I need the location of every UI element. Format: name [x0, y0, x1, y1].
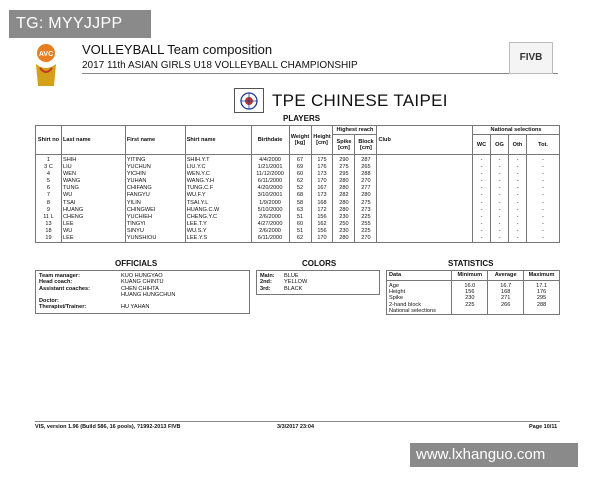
- stat-label: 2-hand block: [387, 302, 452, 308]
- player-club: [377, 177, 473, 184]
- player-first-name: YICHIN: [125, 170, 185, 177]
- player-oth: -: [509, 221, 527, 228]
- player-block: 288: [355, 170, 377, 177]
- stat-max: [524, 308, 560, 315]
- player-role-mark: L: [50, 213, 54, 220]
- player-birthdate: 4/27/2000: [251, 221, 289, 228]
- player-birthdate: 6/11/2000: [251, 235, 289, 242]
- player-spike: 280: [333, 235, 355, 242]
- player-wc: -: [473, 192, 491, 199]
- player-oth: -: [509, 206, 527, 213]
- player-block: 275: [355, 199, 377, 206]
- player-tot: -: [526, 170, 559, 177]
- stat-max: 288: [524, 302, 560, 308]
- player-tot: -: [526, 221, 559, 228]
- shirt-number: 18: [45, 228, 52, 235]
- stat-row: [387, 281, 560, 290]
- official-role: Team manager:: [39, 273, 80, 279]
- shirt-number: 13: [45, 221, 52, 228]
- player-shirt-name: LEE.T.Y: [185, 221, 251, 228]
- player-weight: 62: [289, 177, 311, 184]
- player-spike: 280: [333, 185, 355, 192]
- watermark: www.lxhanguo.com: [410, 443, 578, 467]
- player-og: -: [491, 177, 509, 184]
- shirt-number: 7: [46, 192, 51, 199]
- col-og: OG: [491, 135, 509, 155]
- player-weight: 68: [289, 192, 311, 199]
- player-spike: 280: [333, 199, 355, 206]
- statistics-section-title: STATISTICS: [448, 259, 494, 268]
- stat-max: 295: [524, 295, 560, 301]
- overlay-tag: TG: MYYJJPP: [9, 10, 151, 38]
- col-weight: Weight [kg]: [289, 126, 311, 155]
- player-club: [377, 155, 473, 164]
- player-oth: -: [509, 192, 527, 199]
- color-role: 2nd:: [260, 279, 272, 286]
- player-shirt-name: WANG.Y.H: [185, 177, 251, 184]
- player-height: 176: [311, 163, 333, 170]
- player-og: -: [491, 206, 509, 213]
- team-heading: [234, 88, 448, 113]
- player-shirt-no: [36, 155, 62, 164]
- player-shirt-no: [36, 192, 62, 199]
- official-role: Therapist/Trainer:: [39, 304, 87, 311]
- player-first-name: SINYU: [125, 228, 185, 235]
- player-height: 162: [311, 221, 333, 228]
- player-birthdate: 4/20/2000: [251, 185, 289, 192]
- player-last-name: WU: [61, 228, 125, 235]
- player-shirt-no: [36, 185, 62, 192]
- player-oth: -: [509, 199, 527, 206]
- player-tot: -: [526, 235, 559, 242]
- fivb-logo: FIVB: [509, 42, 553, 74]
- stat-avg: 271: [488, 295, 524, 301]
- player-tot: -: [526, 163, 559, 170]
- player-weight: 51: [289, 213, 311, 220]
- player-weight: 62: [289, 235, 311, 242]
- player-row: [36, 213, 560, 220]
- svg-text:AVC: AVC: [38, 51, 54, 58]
- stat-max: 176: [524, 289, 560, 295]
- col-tot: Tot.: [526, 135, 559, 155]
- player-tot: -: [526, 185, 559, 192]
- col-shirt-no: Shirt no: [36, 126, 62, 155]
- stat-min: 230: [452, 295, 488, 301]
- player-og: -: [491, 235, 509, 242]
- col-spike: Spike [cm]: [333, 135, 355, 155]
- color-role: Main:: [260, 273, 275, 279]
- stat-col-minimum: Minimum: [452, 271, 488, 281]
- player-wc: -: [473, 163, 491, 170]
- shirt-number: 5: [46, 177, 51, 184]
- player-last-name: CHENG: [61, 213, 125, 220]
- player-shirt-name: TUNG.C.F: [185, 185, 251, 192]
- footer-divider: [35, 421, 560, 422]
- player-club: [377, 199, 473, 206]
- player-first-name: CHINGWEI: [125, 206, 185, 213]
- player-shirt-no: [36, 177, 62, 184]
- footer-version: VIS, version 1.96 (Build 586, 16 pools), ?1992-2013 FIVB: [35, 424, 181, 430]
- player-block: 287: [355, 155, 377, 164]
- player-tot: -: [526, 177, 559, 184]
- stat-min: 16.0: [452, 281, 488, 290]
- player-height: 170: [311, 177, 333, 184]
- official-name: HU YAHAN: [121, 304, 150, 311]
- player-oth: -: [509, 235, 527, 242]
- colors-section-title: COLORS: [302, 259, 337, 268]
- player-og: -: [491, 185, 509, 192]
- shirt-number: 4: [46, 170, 51, 177]
- player-last-name: LEE: [61, 235, 125, 242]
- shirt-number: 9: [46, 206, 51, 213]
- player-shirt-name: CHENG.Y.C: [185, 213, 251, 220]
- shirt-number: 8: [46, 199, 51, 206]
- player-weight: 58: [289, 199, 311, 206]
- player-wc: -: [473, 155, 491, 164]
- player-birthdate: 2/6/2000: [251, 228, 289, 235]
- player-tot: -: [526, 199, 559, 206]
- shirt-number: 19: [45, 235, 52, 242]
- player-spike: 230: [333, 213, 355, 220]
- statistics-table: [386, 270, 560, 315]
- player-wc: -: [473, 221, 491, 228]
- player-block: 225: [355, 213, 377, 220]
- footer-page: Page 10/11: [529, 424, 558, 430]
- stat-min: 225: [452, 302, 488, 308]
- player-weight: 69: [289, 163, 311, 170]
- stat-avg: 16.7: [488, 281, 524, 290]
- player-row: [36, 155, 560, 164]
- player-og: -: [491, 199, 509, 206]
- player-weight: 67: [289, 155, 311, 164]
- player-og: -: [491, 192, 509, 199]
- player-tot: -: [526, 213, 559, 220]
- player-shirt-no: [36, 199, 62, 206]
- player-height: 175: [311, 155, 333, 164]
- player-height: 156: [311, 228, 333, 235]
- player-wc: -: [473, 177, 491, 184]
- player-shirt-no: [36, 206, 62, 213]
- shirt-number: 1: [46, 157, 51, 163]
- player-row: [36, 228, 560, 235]
- stat-avg: [488, 308, 524, 315]
- stat-col-average: Average: [488, 271, 524, 281]
- championship-name: 2017 11th ASIAN GIRLS U18 VOLLEYBALL CHAMPIONSHIP: [82, 60, 358, 71]
- col-first-name: First name: [125, 126, 185, 155]
- official-name: KUANG CHINTU: [121, 279, 164, 286]
- player-row: [36, 235, 560, 242]
- player-club: [377, 170, 473, 177]
- player-club: [377, 192, 473, 199]
- player-birthdate: 11/12/2000: [251, 170, 289, 177]
- official-role: Head coach:: [39, 279, 73, 286]
- col-height: Height [cm]: [311, 126, 333, 155]
- player-birthdate: 2/6/2000: [251, 213, 289, 220]
- player-wc: -: [473, 206, 491, 213]
- stat-col-data: Data: [387, 271, 452, 281]
- player-spike: 290: [333, 155, 355, 164]
- stat-row: [387, 308, 560, 315]
- player-first-name: CHIFANG: [125, 185, 185, 192]
- player-club: [377, 163, 473, 170]
- document-title: VOLLEYBALL Team composition: [82, 42, 273, 57]
- col-wc: WC: [473, 135, 491, 155]
- player-spike: 295: [333, 170, 355, 177]
- stat-label: Age: [387, 281, 452, 290]
- player-wc: -: [473, 199, 491, 206]
- player-spike: 280: [333, 177, 355, 184]
- colors-panel: [256, 270, 380, 295]
- color-value: YELLOW: [284, 279, 308, 286]
- player-shirt-no: [36, 235, 62, 242]
- stat-label: Height: [387, 289, 452, 295]
- player-shirt-no: [36, 213, 62, 220]
- player-last-name: LEE: [61, 221, 125, 228]
- official-role: Doctor:: [39, 298, 59, 305]
- player-weight: 60: [289, 170, 311, 177]
- player-tot: -: [526, 228, 559, 235]
- player-oth: -: [509, 170, 527, 177]
- player-oth: -: [509, 177, 527, 184]
- player-block: 273: [355, 206, 377, 213]
- player-tot: -: [526, 192, 559, 199]
- player-birthdate: 1/21/2001: [251, 163, 289, 170]
- player-og: -: [491, 213, 509, 220]
- player-shirt-name: SHIH.Y.T: [185, 155, 251, 164]
- stat-label: Spike: [387, 295, 452, 301]
- col-block: Block [cm]: [355, 135, 377, 155]
- player-first-name: YUCHIEH: [125, 213, 185, 220]
- player-last-name: LIU: [61, 163, 125, 170]
- player-last-name: WANG: [61, 177, 125, 184]
- player-block: 280: [355, 192, 377, 199]
- player-wc: -: [473, 228, 491, 235]
- player-shirt-name: WU.S.Y: [185, 228, 251, 235]
- players-section-title: PLAYERS: [283, 114, 321, 123]
- player-row: [36, 192, 560, 199]
- player-block: 277: [355, 185, 377, 192]
- player-role-mark: C: [48, 163, 53, 170]
- color-value: BLUE: [284, 273, 299, 279]
- player-height: 170: [311, 235, 333, 242]
- player-row: [36, 206, 560, 213]
- player-club: [377, 228, 473, 235]
- player-shirt-name: LEE.Y.S: [185, 235, 251, 242]
- official-name: HUANG HUNGCHUN: [121, 291, 176, 298]
- player-og: -: [491, 228, 509, 235]
- player-shirt-name: HUANG.C.W: [185, 206, 251, 213]
- player-first-name: TINGYI: [125, 221, 185, 228]
- player-last-name: HUANG: [61, 206, 125, 213]
- player-shirt-no: [36, 221, 62, 228]
- player-height: 172: [311, 206, 333, 213]
- player-first-name: YUCHUN: [125, 163, 185, 170]
- player-oth: -: [509, 228, 527, 235]
- player-last-name: WU: [61, 192, 125, 199]
- col-birthdate: Birthdate: [251, 126, 289, 155]
- officials-panel: [35, 270, 250, 314]
- player-spike: 230: [333, 228, 355, 235]
- player-block: 265: [355, 163, 377, 170]
- player-spike: 250: [333, 221, 355, 228]
- player-height: 173: [311, 170, 333, 177]
- player-spike: 282: [333, 192, 355, 199]
- player-club: [377, 213, 473, 220]
- player-first-name: YITING: [125, 155, 185, 164]
- stat-avg: 168: [488, 289, 524, 295]
- player-weight: 51: [289, 228, 311, 235]
- player-weight: 60: [289, 221, 311, 228]
- col-last-name: Last name: [61, 126, 125, 155]
- player-club: [377, 235, 473, 242]
- player-wc: -: [473, 185, 491, 192]
- player-spike: 280: [333, 206, 355, 213]
- player-last-name: TUNG: [61, 185, 125, 192]
- players-table: [35, 125, 560, 243]
- col-oth: Oth: [509, 135, 527, 155]
- player-tot: -: [526, 155, 559, 164]
- color-row: [260, 286, 376, 292]
- col-highest-reach: Highest reach: [333, 126, 377, 135]
- stat-max: 17.1: [524, 281, 560, 290]
- player-oth: -: [509, 163, 527, 170]
- player-first-name: YILIN: [125, 199, 185, 206]
- stat-label: National selections: [387, 308, 452, 315]
- player-birthdate: 1/9/2000: [251, 199, 289, 206]
- stat-col-maximum: Maximum: [524, 271, 560, 281]
- player-wc: -: [473, 213, 491, 220]
- shirt-number: 11: [43, 213, 50, 220]
- player-weight: 52: [289, 185, 311, 192]
- player-height: 167: [311, 185, 333, 192]
- player-shirt-name: TSAI.Y.L: [185, 199, 251, 206]
- color-value: BLACK: [284, 285, 303, 292]
- official-role: Assistant coaches:: [39, 285, 90, 292]
- player-oth: -: [509, 213, 527, 220]
- player-shirt-name: WEN.Y.C: [185, 170, 251, 177]
- player-first-name: YUHAN: [125, 177, 185, 184]
- col-club: Club: [377, 126, 473, 155]
- team-name: TPE CHINESE TAIPEI: [272, 90, 448, 110]
- player-birthdate: 5/10/2000: [251, 206, 289, 213]
- player-last-name: TSAI: [61, 199, 125, 206]
- player-shirt-no: [36, 228, 62, 235]
- player-wc: -: [473, 235, 491, 242]
- player-shirt-name: WU.F.Y: [185, 192, 251, 199]
- official-row: [39, 304, 246, 310]
- player-block: 255: [355, 221, 377, 228]
- player-club: [377, 185, 473, 192]
- player-oth: -: [509, 185, 527, 192]
- player-spike: 275: [333, 163, 355, 170]
- player-wc: -: [473, 170, 491, 177]
- player-oth: -: [509, 155, 527, 164]
- officials-section-title: OFFICIALS: [115, 259, 158, 268]
- player-shirt-name: LIU.Y.C: [185, 163, 251, 170]
- col-national-selections: National selections: [473, 126, 560, 135]
- player-og: -: [491, 163, 509, 170]
- player-row: [36, 199, 560, 206]
- player-row: [36, 177, 560, 184]
- player-last-name: SHIH: [61, 155, 125, 164]
- player-birthdate: 6/11/2000: [251, 177, 289, 184]
- player-block: 270: [355, 177, 377, 184]
- player-shirt-no: [36, 170, 62, 177]
- player-first-name: YUNSHIOU: [125, 235, 185, 242]
- player-shirt-no: [36, 163, 62, 170]
- player-height: 173: [311, 192, 333, 199]
- player-row: [36, 221, 560, 228]
- player-row: [36, 163, 560, 170]
- stat-min: [452, 308, 488, 315]
- official-name: KUO HUNGYAO: [121, 273, 163, 279]
- footer-datetime: 3/3/2017 23:04: [277, 424, 315, 430]
- color-role: 3rd:: [260, 285, 271, 292]
- player-block: 225: [355, 228, 377, 235]
- stat-min: 156: [452, 289, 488, 295]
- player-block: 270: [355, 235, 377, 242]
- flag-icon: [234, 88, 264, 113]
- player-weight: 63: [289, 206, 311, 213]
- player-birthdate: 4/4/2000: [251, 155, 289, 164]
- player-height: 168: [311, 199, 333, 206]
- player-tot: -: [526, 206, 559, 213]
- col-shirt-name: Shirt name: [185, 126, 251, 155]
- player-club: [377, 221, 473, 228]
- player-row: [36, 185, 560, 192]
- shirt-number: 3: [44, 163, 48, 170]
- player-club: [377, 206, 473, 213]
- player-height: 156: [311, 213, 333, 220]
- player-og: -: [491, 221, 509, 228]
- player-last-name: WEN: [61, 170, 125, 177]
- player-first-name: FANGYU: [125, 192, 185, 199]
- championship-logo: [30, 42, 62, 90]
- player-row: [36, 170, 560, 177]
- player-og: -: [491, 170, 509, 177]
- player-og: -: [491, 155, 509, 164]
- shirt-number: 6: [46, 185, 51, 192]
- header-divider: [82, 73, 558, 74]
- stat-avg: 266: [488, 302, 524, 308]
- official-name: CHEN CHIHTA: [121, 285, 159, 292]
- player-birthdate: 3/10/2001: [251, 192, 289, 199]
